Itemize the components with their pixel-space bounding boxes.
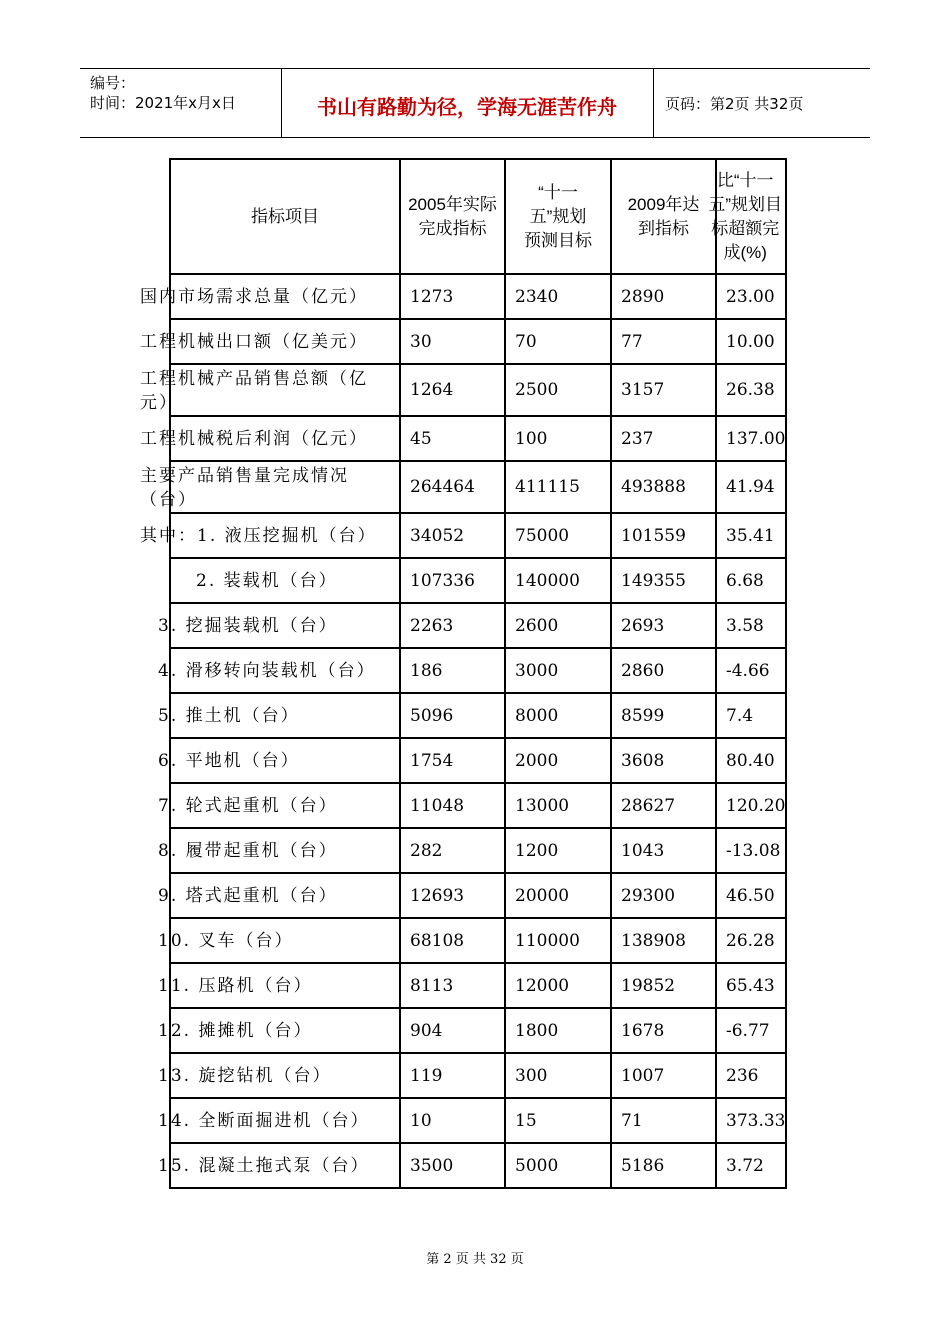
row-label: 7. 轮式起重机（台） <box>158 795 338 816</box>
value-cell: 3.72 <box>716 1143 786 1188</box>
value-cell: 1264 <box>400 364 505 416</box>
row-label: 5. 推土机（台） <box>158 705 300 726</box>
value-cell: 30 <box>400 319 505 364</box>
value-cell: 120.20 <box>716 783 786 828</box>
value-cell: 34052 <box>400 513 505 558</box>
row-label: 12. 摊摊机（台） <box>158 1020 313 1041</box>
value-cell: 46.50 <box>716 873 786 918</box>
value-cell: 373.33 <box>716 1098 786 1143</box>
value-cell: 65.43 <box>716 963 786 1008</box>
value-cell: 107336 <box>400 558 505 603</box>
value-cell: 101559 <box>611 513 716 558</box>
value-cell: 5000 <box>505 1143 611 1188</box>
value-cell: 10 <box>400 1098 505 1143</box>
row-label: 14. 全断面掘进机（台） <box>158 1110 370 1131</box>
page-footer: 第 2 页 共 32 页 <box>426 1252 524 1267</box>
row-label: 工程机械产品销售总额（亿元） <box>140 369 368 413</box>
value-cell: 264464 <box>400 461 505 513</box>
value-cell: 29300 <box>611 873 716 918</box>
row-label: 6. 平地机（台） <box>158 750 300 771</box>
value-cell: 35.41 <box>716 513 786 558</box>
row-label: 11. 压路机（台） <box>158 975 313 996</box>
value-cell: 411115 <box>505 461 611 513</box>
value-cell: 2000 <box>505 738 611 783</box>
value-cell: 493888 <box>611 461 716 513</box>
row-label: 3. 挖掘装载机（台） <box>158 615 338 636</box>
row-label: 2. 装载机（台） <box>196 570 338 591</box>
value-cell: 1200 <box>505 828 611 873</box>
value-cell: 282 <box>400 828 505 873</box>
value-cell: 28627 <box>611 783 716 828</box>
value-cell: 137.00 <box>716 416 786 461</box>
value-cell: 8113 <box>400 963 505 1008</box>
header-cell: 2009年达到指标 <box>611 159 716 274</box>
value-cell: 2860 <box>611 648 716 693</box>
row-label: 9. 塔式起重机（台） <box>158 885 338 906</box>
value-cell: 1754 <box>400 738 505 783</box>
motto: 书山有路勤为径，学海无涯苦作舟 <box>317 95 617 119</box>
value-cell: 100 <box>505 416 611 461</box>
value-cell: 119 <box>400 1053 505 1098</box>
row-label: 其中：1. 液压挖掘机（台） <box>140 525 377 546</box>
value-cell: -4.66 <box>716 648 786 693</box>
value-cell: -13.08 <box>716 828 786 873</box>
row-label: 4. 滑移转向装载机（台） <box>158 660 376 681</box>
row-label: 工程机械税后利润（亿元） <box>140 428 368 449</box>
value-cell: 5096 <box>400 693 505 738</box>
value-cell: 41.94 <box>716 461 786 513</box>
value-cell: 71 <box>611 1098 716 1143</box>
value-cell: 23.00 <box>716 274 786 319</box>
value-cell: 45 <box>400 416 505 461</box>
value-cell: 6.68 <box>716 558 786 603</box>
value-cell: 19852 <box>611 963 716 1008</box>
value-cell: 110000 <box>505 918 611 963</box>
value-cell: 15 <box>505 1098 611 1143</box>
value-cell: 2500 <box>505 364 611 416</box>
value-cell: 68108 <box>400 918 505 963</box>
value-cell: 26.38 <box>716 364 786 416</box>
time-label: 时间：2021年x月x日 <box>90 94 236 112</box>
value-cell: 8599 <box>611 693 716 738</box>
value-cell: 1273 <box>400 274 505 319</box>
page-code: 页码：第2页 共32页 <box>665 95 804 113</box>
value-cell: 3157 <box>611 364 716 416</box>
value-cell: 2263 <box>400 603 505 648</box>
value-cell: 26.28 <box>716 918 786 963</box>
row-label: 10. 叉车（台） <box>158 930 294 951</box>
value-cell: 5186 <box>611 1143 716 1188</box>
value-cell: 140000 <box>505 558 611 603</box>
value-cell: 1678 <box>611 1008 716 1053</box>
table-header-row <box>170 159 786 274</box>
row-label: 15. 混凝土拖式泵（台） <box>158 1155 370 1176</box>
value-cell: 11048 <box>400 783 505 828</box>
value-cell: 1043 <box>611 828 716 873</box>
header-meta <box>90 73 236 113</box>
value-cell: 236 <box>716 1053 786 1098</box>
value-cell: 3000 <box>505 648 611 693</box>
value-cell: 75000 <box>505 513 611 558</box>
value-cell: 3.58 <box>716 603 786 648</box>
value-cell: 7.4 <box>716 693 786 738</box>
value-cell: 2340 <box>505 274 611 319</box>
value-cell: 3608 <box>611 738 716 783</box>
value-cell: 904 <box>400 1008 505 1053</box>
value-cell: 300 <box>505 1053 611 1098</box>
row-label: 8. 履带起重机（台） <box>158 840 338 861</box>
value-cell: 12000 <box>505 963 611 1008</box>
value-cell: 12693 <box>400 873 505 918</box>
value-cell: 149355 <box>611 558 716 603</box>
row-label: 国内市场需求总量（亿元） <box>140 286 368 307</box>
value-cell: 13000 <box>505 783 611 828</box>
row-label: 工程机械出口额（亿美元） <box>140 331 368 352</box>
value-cell: 1800 <box>505 1008 611 1053</box>
value-cell: -6.77 <box>716 1008 786 1053</box>
value-cell: 186 <box>400 648 505 693</box>
value-cell: 2890 <box>611 274 716 319</box>
value-cell: 2693 <box>611 603 716 648</box>
code-label: 编号： <box>90 74 136 92</box>
value-cell: 10.00 <box>716 319 786 364</box>
value-cell: 3500 <box>400 1143 505 1188</box>
value-cell: 1007 <box>611 1053 716 1098</box>
header-cell: 比“十一五”规划目标超额完成(%) <box>716 159 786 274</box>
row-label: 主要产品销售量完成情况（台） <box>140 466 349 510</box>
value-cell: 80.40 <box>716 738 786 783</box>
header-cell: 指标项目 <box>170 159 400 274</box>
row-label: 13. 旋挖钻机（台） <box>158 1065 332 1086</box>
value-cell: 20000 <box>505 873 611 918</box>
header-cell: “十一五”规划预测目标 <box>505 159 611 274</box>
page-header <box>80 68 870 138</box>
value-cell: 237 <box>611 416 716 461</box>
value-cell: 77 <box>611 319 716 364</box>
value-cell: 138908 <box>611 918 716 963</box>
header-cell: 2005年实际完成指标 <box>400 159 505 274</box>
header-divider <box>653 69 654 137</box>
value-cell: 2600 <box>505 603 611 648</box>
value-cell: 8000 <box>505 693 611 738</box>
value-cell: 70 <box>505 319 611 364</box>
